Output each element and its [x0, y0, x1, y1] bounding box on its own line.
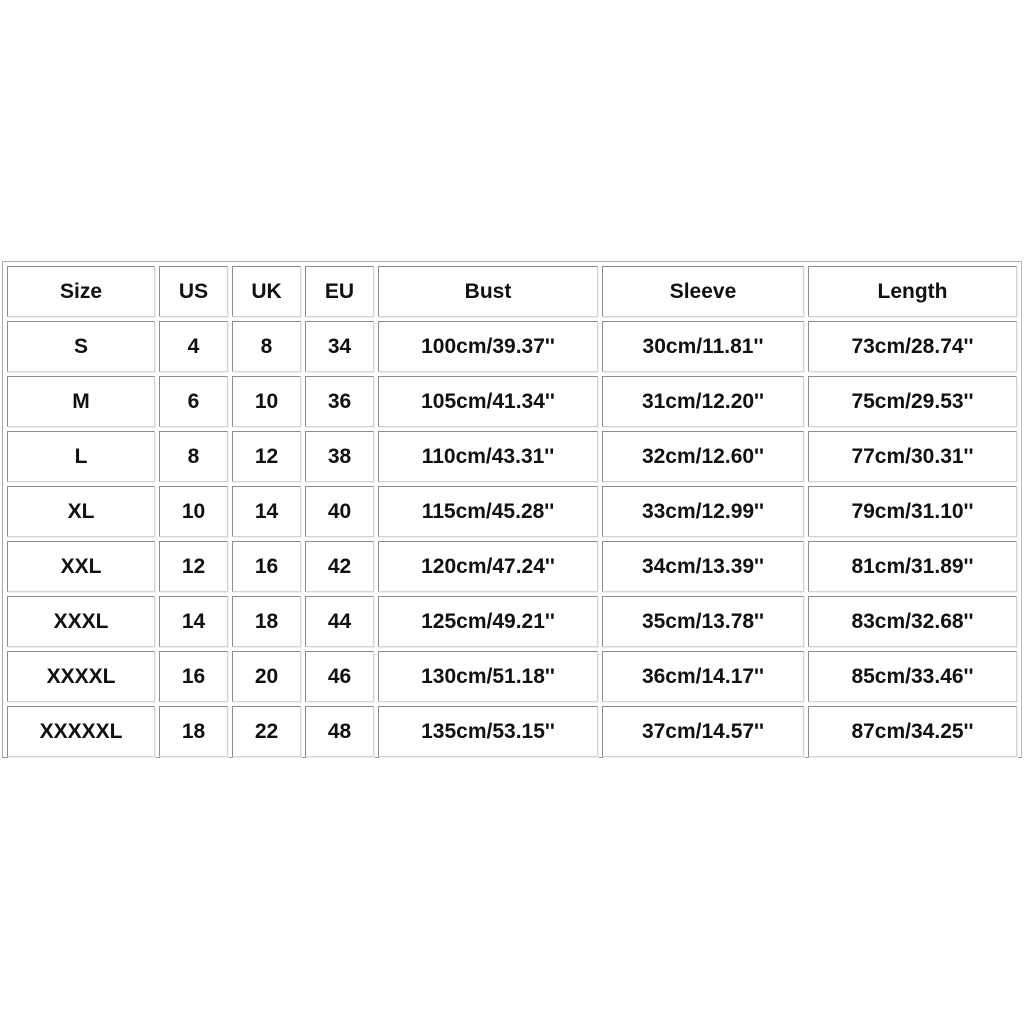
- cell-uk: 8: [232, 321, 301, 372]
- cell-uk: 16: [232, 541, 301, 592]
- cell-size: M: [7, 376, 155, 427]
- cell-eu: 48: [305, 706, 374, 757]
- cell-bust: 130cm/51.18'': [378, 651, 598, 702]
- cell-us: 10: [159, 486, 228, 537]
- cell-sleeve: 34cm/13.39'': [602, 541, 804, 592]
- cell-sleeve: 31cm/12.20'': [602, 376, 804, 427]
- cell-length: 73cm/28.74'': [808, 321, 1017, 372]
- cell-length: 83cm/32.68'': [808, 596, 1017, 647]
- size-chart-table: [3, 262, 1021, 761]
- cell-eu: 34: [305, 321, 374, 372]
- header-eu: EU: [305, 266, 374, 317]
- cell-bust: 120cm/47.24'': [378, 541, 598, 592]
- cell-length: 75cm/29.53'': [808, 376, 1017, 427]
- cell-size: XXXXL: [7, 651, 155, 702]
- table-row: [7, 596, 1017, 647]
- cell-length: 79cm/31.10'': [808, 486, 1017, 537]
- cell-sleeve: 32cm/12.60'': [602, 431, 804, 482]
- cell-length: 85cm/33.46'': [808, 651, 1017, 702]
- header-row: [7, 266, 1017, 317]
- cell-sleeve: 30cm/11.81'': [602, 321, 804, 372]
- cell-uk: 12: [232, 431, 301, 482]
- cell-size: L: [7, 431, 155, 482]
- cell-bust: 125cm/49.21'': [378, 596, 598, 647]
- cell-eu: 36: [305, 376, 374, 427]
- cell-length: 81cm/31.89'': [808, 541, 1017, 592]
- cell-uk: 14: [232, 486, 301, 537]
- header-uk: UK: [232, 266, 301, 317]
- cell-sleeve: 33cm/12.99'': [602, 486, 804, 537]
- cell-bust: 115cm/45.28'': [378, 486, 598, 537]
- cell-size: XXXXXL: [7, 706, 155, 757]
- cell-size: XXXL: [7, 596, 155, 647]
- table-row: [7, 706, 1017, 757]
- header-length: Length: [808, 266, 1017, 317]
- cell-uk: 22: [232, 706, 301, 757]
- cell-eu: 42: [305, 541, 374, 592]
- table-row: [7, 541, 1017, 592]
- cell-size: XL: [7, 486, 155, 537]
- cell-length: 77cm/30.31'': [808, 431, 1017, 482]
- table-row: [7, 486, 1017, 537]
- cell-eu: 46: [305, 651, 374, 702]
- cell-us: 18: [159, 706, 228, 757]
- cell-bust: 105cm/41.34'': [378, 376, 598, 427]
- size-chart: [2, 261, 1022, 758]
- cell-bust: 135cm/53.15'': [378, 706, 598, 757]
- cell-eu: 44: [305, 596, 374, 647]
- table-row: [7, 651, 1017, 702]
- cell-us: 6: [159, 376, 228, 427]
- cell-sleeve: 37cm/14.57'': [602, 706, 804, 757]
- cell-size: XXL: [7, 541, 155, 592]
- cell-us: 4: [159, 321, 228, 372]
- header-sleeve: Sleeve: [602, 266, 804, 317]
- cell-eu: 38: [305, 431, 374, 482]
- cell-us: 12: [159, 541, 228, 592]
- cell-us: 14: [159, 596, 228, 647]
- cell-uk: 18: [232, 596, 301, 647]
- table-row: [7, 431, 1017, 482]
- cell-us: 8: [159, 431, 228, 482]
- table-row: [7, 321, 1017, 372]
- cell-length: 87cm/34.25'': [808, 706, 1017, 757]
- cell-uk: 10: [232, 376, 301, 427]
- cell-uk: 20: [232, 651, 301, 702]
- cell-us: 16: [159, 651, 228, 702]
- cell-sleeve: 35cm/13.78'': [602, 596, 804, 647]
- cell-size: S: [7, 321, 155, 372]
- header-size: Size: [7, 266, 155, 317]
- cell-eu: 40: [305, 486, 374, 537]
- header-us: US: [159, 266, 228, 317]
- cell-bust: 100cm/39.37'': [378, 321, 598, 372]
- cell-sleeve: 36cm/14.17'': [602, 651, 804, 702]
- cell-bust: 110cm/43.31'': [378, 431, 598, 482]
- table-row: [7, 376, 1017, 427]
- header-bust: Bust: [378, 266, 598, 317]
